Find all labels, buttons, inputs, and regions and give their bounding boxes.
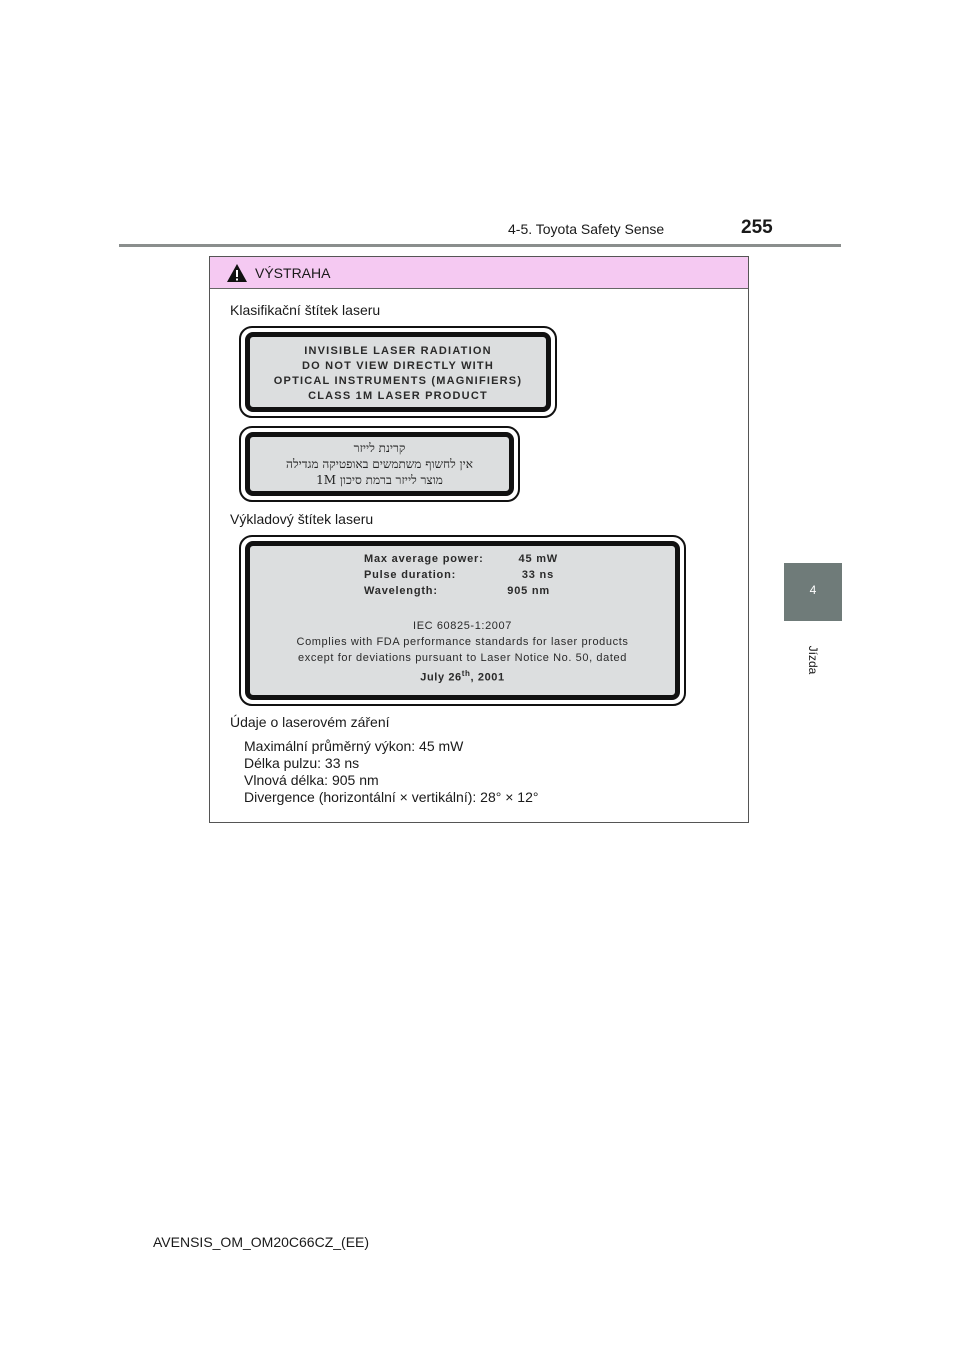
spec-row	[364, 553, 564, 569]
chapter-number: 4	[809, 583, 817, 597]
english-label-line: OPTICAL INSTRUMENTS (MAGNIFIERS)	[273, 375, 523, 387]
hebrew-label-line: אין לחשוף משתמשים באופטיקה מגדילה	[286, 457, 473, 471]
explanatory-laser-label	[239, 535, 686, 706]
radiation-data-line: Divergence (horizontální × vertikální): 28° × 12°	[244, 789, 539, 805]
hebrew-label-line: קרינת לייזר	[353, 441, 406, 455]
standard-line: IEC 60825-1:2007	[413, 620, 512, 632]
compliance-line: Complies with FDA performance standards for laser products	[296, 636, 629, 648]
classification-heading: Klasifikační štítek laseru	[230, 302, 381, 318]
english-label-line: DO NOT VIEW DIRECTLY WITH	[302, 360, 494, 372]
date-superscript: th	[461, 669, 471, 678]
english-label-line: CLASS 1M LASER PRODUCT	[308, 390, 488, 402]
hebrew-label-text	[250, 440, 509, 488]
chapter-label	[803, 630, 823, 690]
header-rule	[119, 244, 841, 247]
hebrew-label-line: מוצר לייזר ברמת סיכון 1M	[316, 473, 443, 487]
english-laser-label	[239, 326, 557, 418]
spec-key: Pulse duration:	[364, 569, 457, 581]
english-label-text	[250, 344, 546, 404]
chapter-tab	[784, 563, 842, 621]
spec-value: 905 nm	[507, 585, 550, 597]
date-suffix: , 2001	[470, 671, 505, 684]
spec-value: 45 mW	[518, 553, 558, 565]
radiation-data-line: Maximální průměrný výkon: 45 mW	[244, 738, 464, 754]
warning-box	[209, 256, 749, 823]
warning-header	[210, 257, 748, 289]
spec-row	[364, 569, 564, 585]
spec-value: 33 ns	[521, 569, 554, 581]
radiation-data-line: Délka pulzu: 33 ns	[244, 755, 360, 771]
english-laser-label-plate	[245, 332, 551, 412]
explanatory-laser-label-plate	[245, 541, 680, 700]
spec-table	[364, 553, 564, 601]
spec-key: Max average power:	[364, 553, 484, 565]
warning-title: VÝSTRAHA	[255, 265, 331, 281]
chapter-label-text: Jízda	[806, 645, 820, 675]
hebrew-laser-label-plate	[245, 432, 514, 496]
compliance-date	[250, 666, 675, 686]
explanatory-heading: Výkladový štítek laseru	[230, 511, 374, 527]
radiation-data-heading: Údaje o laserovém záření	[230, 714, 390, 730]
spec-key: Wavelength:	[364, 585, 438, 597]
document-code: AVENSIS_OM_OM20C66CZ_(EE)	[153, 1234, 370, 1250]
date-prefix: July 26	[420, 671, 462, 684]
radiation-data-line: Vlnová délka: 905 nm	[244, 772, 379, 788]
section-title: 4-5. Toyota Safety Sense	[508, 221, 665, 237]
spec-row	[364, 585, 564, 601]
warning-triangle-icon	[226, 263, 248, 283]
english-label-line: INVISIBLE LASER RADIATION	[304, 345, 492, 357]
compliance-text	[250, 618, 675, 686]
hebrew-laser-label	[239, 426, 520, 502]
compliance-line: except for deviations pursuant to Laser Notice No. 50, dated	[298, 652, 627, 664]
page-number: 255	[741, 217, 773, 238]
